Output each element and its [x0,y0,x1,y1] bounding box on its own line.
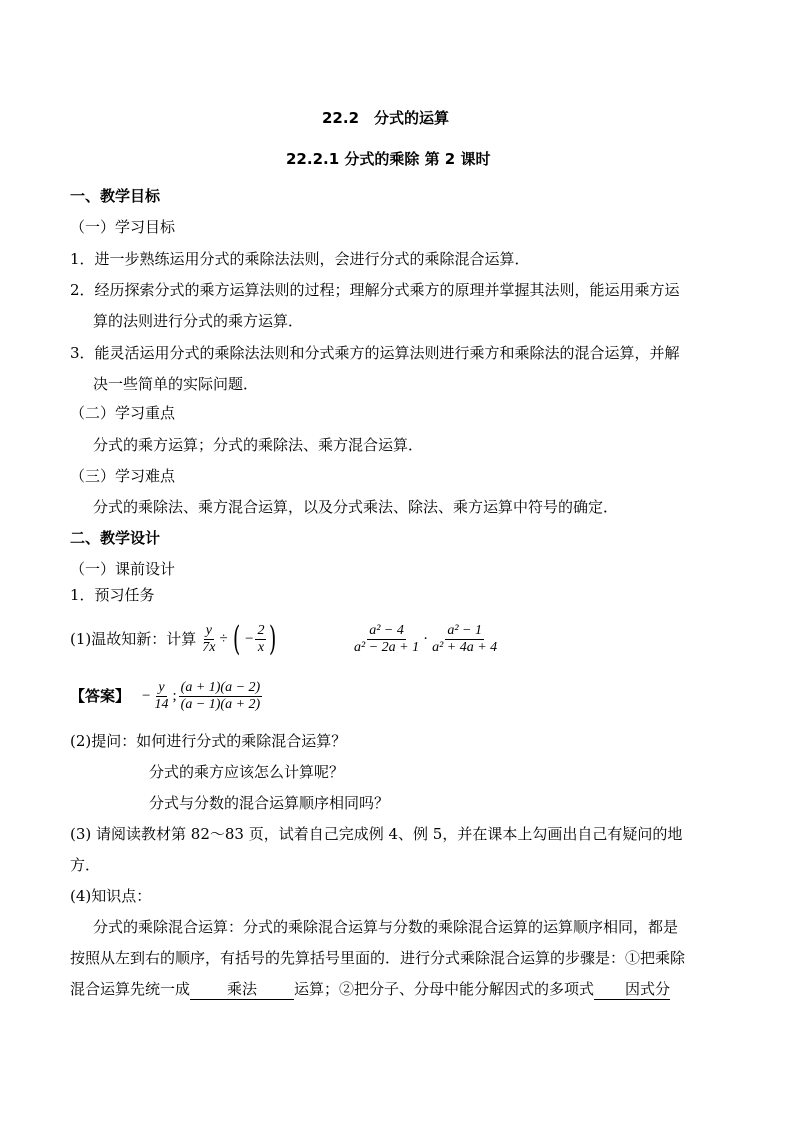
fraction-numerator: 2 [257,622,265,638]
fraction-denominator: 7x [202,639,216,655]
knowledge-line-3-middle: 运算；②把分子、分母中能分解因式的多项式 [294,980,595,998]
knowledge-line-2: 按照从左到右的顺序，有括号的先算括号里面的．进行分式乘除混合运算的步骤是：①把乘除 [70,949,686,967]
answer-label: 【答案】 [70,687,131,705]
answer-line [70,673,262,719]
answer-fraction-2 [179,680,263,713]
question-1-label: (1)温故知新：计算 [70,630,197,648]
subheading-difficulties: （三）学习难点 [70,467,176,485]
section-heading-goals: 一、教学目标 [70,187,161,205]
fraction-a2-1-over-a2-4a-4 [430,623,499,656]
goal-2-line-2: 算的法则进行分式的乘方运算． [93,312,304,330]
minus-sign: − [244,631,254,647]
section-heading-design: 二、教学设计 [70,529,161,547]
fraction-numerator: a² − 4 [369,622,404,638]
question-1 [70,616,280,662]
left-parenthesis: ( [232,619,240,659]
question-2-sub-2: 分式与分数的混合运算顺序相同吗？ [149,794,390,812]
preview-task-heading: 1．预习任务 [70,586,155,604]
goal-3-line-1: 3．能灵活运用分式的乘除法法则和分式乘方的运算法则进行乘方和乘除法的混合运算，并解 [70,344,680,362]
fraction-denominator: a² + 4a + 4 [432,639,498,655]
fraction-denominator: (a − 1)(a + 2) [180,696,261,712]
multiply-operator: · [423,631,429,647]
divide-operator: ÷ [219,631,228,647]
fraction-denominator: a² − 2a + 1 [354,639,420,655]
fraction-denominator: x [257,639,265,655]
fraction-2-over-x [255,623,266,656]
key-points-text: 分式的乘方运算；分式的乘除法、乘方混合运算． [93,436,424,454]
knowledge-line-1: 分式的乘除混合运算：分式的乘除混合运算与分数的乘除混合运算的运算顺序相同，都是 [93,918,679,936]
goal-3-line-2: 决一些简单的实际问题． [93,375,259,393]
page-subtitle: 22.2.1 分式的乘除 第 2 课时 [286,150,491,168]
question-3-line-1: (3) 请阅读教材第 82～83 页，试着自己完成例 4、例 5，并在课本上勾画出自己有疑问的地 [70,825,683,843]
fraction-numerator: a² − 1 [447,622,482,638]
knowledge-line-3-prefix: 混合运算先统一成 [70,980,191,998]
question-2: (2)提问：如何进行分式的乘除混合运算？ [70,732,347,750]
fraction-a2-4-over-a2-2a-1 [352,623,421,656]
subheading-pre-class: （一）课前设计 [70,560,176,578]
question-2-sub-1: 分式的乘方应该怎么计算呢？ [149,763,345,781]
answer-separator: ; [172,688,177,704]
fraction-numerator: (a + 1)(a − 2) [180,679,261,695]
subheading-key-points: （二）学习重点 [70,404,176,422]
question-3-line-2: 方． [70,856,101,874]
fill-blank-1: 乘法 [190,979,294,1000]
goal-1: 1．进一步熟练运用分式的乘除法法则，会进行分式的乘除混合运算． [70,250,530,268]
minus-sign: − [142,688,151,704]
difficulties-text: 分式的乘除法、乘方混合运算，以及分式乘法、除法、乘方运算中符号的确定． [93,498,619,516]
right-parenthesis: ) [269,619,277,659]
fraction-denominator: 14 [154,696,169,712]
fill-blank-2: 因式分 [594,979,670,1000]
subheading-learning-goals: （一）学习目标 [70,218,176,236]
fraction-numerator: y [205,622,212,638]
knowledge-line-3 [70,979,670,1000]
answer-fraction-1 [152,680,170,713]
goal-2-line-1: 2．经历探索分式的乘方运算法则的过程；理解分式乘方的原理并掌握其法则，能运用乘方运 [70,281,680,299]
fraction-numerator: y [158,679,165,695]
question-4: (4)知识点： [70,887,152,905]
page-title: 22.2 分式的运算 [322,109,450,127]
fraction-y-over-7x [200,623,217,656]
question-1-second-expression [352,616,499,662]
